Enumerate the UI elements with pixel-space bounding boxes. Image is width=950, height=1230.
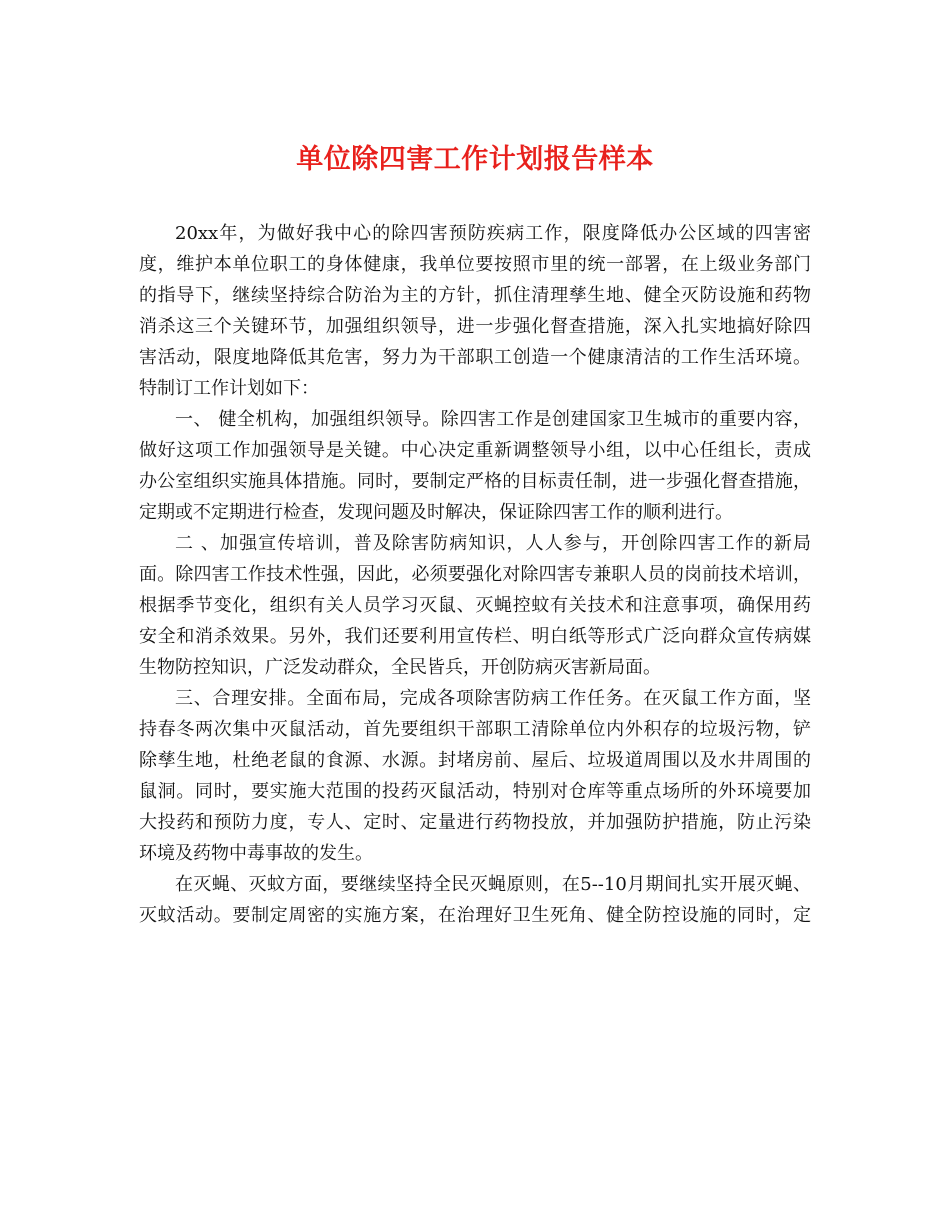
- text-line: 特制订工作计划如下：: [139, 378, 319, 399]
- text-line: 一、 健全机构，加强组织领导。除四害工作是创建国家卫生城市的重要内容，: [175, 409, 811, 430]
- text-line: 的指导下，继续坚持综合防治为主的方针，抓住清理孳生地、健全灭防设施和药物: [139, 285, 811, 306]
- paragraph-section-1: [139, 404, 811, 528]
- text-line: 面。除四害工作技术性强，因此，必须要强化对除四害专兼职人员的岗前技术培训，: [139, 564, 811, 585]
- text-line: 害活动，限度地降低其危害，努力为干部职工创造一个健康清洁的工作生活环境。: [139, 347, 811, 368]
- text-line: 除孳生地，杜绝老鼠的食源、水源。封堵房前、屋后、垃圾道周围以及水井周围的: [139, 750, 811, 771]
- text-line: 大投药和预防力度，专人、定时、定量进行药物投放，并加强防护措施，防止污染: [139, 812, 811, 833]
- text-line: 安全和消杀效果。另外，我们还要利用宣传栏、明白纸等形式广泛向群众宣传病媒: [139, 626, 811, 647]
- text-line: 二 、加强宣传培训，普及除害防病知识，人人参与，开创除四害工作的新局: [175, 533, 811, 554]
- text-line: 环境及药物中毒事故的发生。: [139, 843, 373, 864]
- text-line: 办公室组织实施具体措施。同时，要制定严格的目标责任制，进一步强化督查措施，: [139, 471, 811, 492]
- text-line: 定期或不定期进行检查，发现问题及时解决，保证除四害工作的顺利进行。: [139, 502, 733, 523]
- paragraph-section-4: [139, 869, 811, 931]
- document-body: [139, 218, 811, 931]
- paragraph-intro: [139, 218, 811, 404]
- text-line: 灭蚊活动。要制定周密的实施方案，在治理好卫生死角、健全防控设施的同时，定: [139, 905, 811, 926]
- text-line: 消杀这三个关键环节，加强组织领导，进一步强化督查措施，深入扎实地搞好除四: [139, 316, 811, 337]
- text-line: 鼠洞。同时，要实施大范围的投药灭鼠活动，特别对仓库等重点场所的外环境要加: [139, 781, 811, 802]
- paragraph-section-2: [139, 528, 811, 683]
- text-line: 三、合理安排。全面布局，完成各项除害防病工作任务。在灭鼠工作方面，坚: [175, 688, 811, 709]
- text-line: 生物防控知识，广泛发动群众，全民皆兵，开创防病灭害新局面。: [139, 657, 661, 678]
- text-line: 根据季节变化，组织有关人员学习灭鼠、灭蝇控蚊有关技术和注意事项，确保用药: [139, 595, 811, 616]
- text-line: 度，维护本单位职工的身体健康，我单位要按照市里的统一部署，在上级业务部门: [139, 254, 811, 275]
- document-title: 单位除四害工作计划报告样本: [296, 144, 654, 175]
- text-line: 做好这项工作加强领导是关键。中心决定重新调整领导小组，以中心任组长，责成: [139, 440, 811, 461]
- text-line: 20xx年，为做好我中心的除四害预防疾病工作，限度降低办公区域的四害密: [175, 223, 811, 244]
- text-line: 持春冬两次集中灭鼠活动，首先要组织干部职工清除单位内外积存的垃圾污物，铲: [139, 719, 811, 740]
- text-line: 在灭蝇、灭蚊方面，要继续坚持全民灭蝇原则，在5--10月期间扎实开展灭蝇、: [175, 874, 811, 895]
- paragraph-section-3: [139, 683, 811, 869]
